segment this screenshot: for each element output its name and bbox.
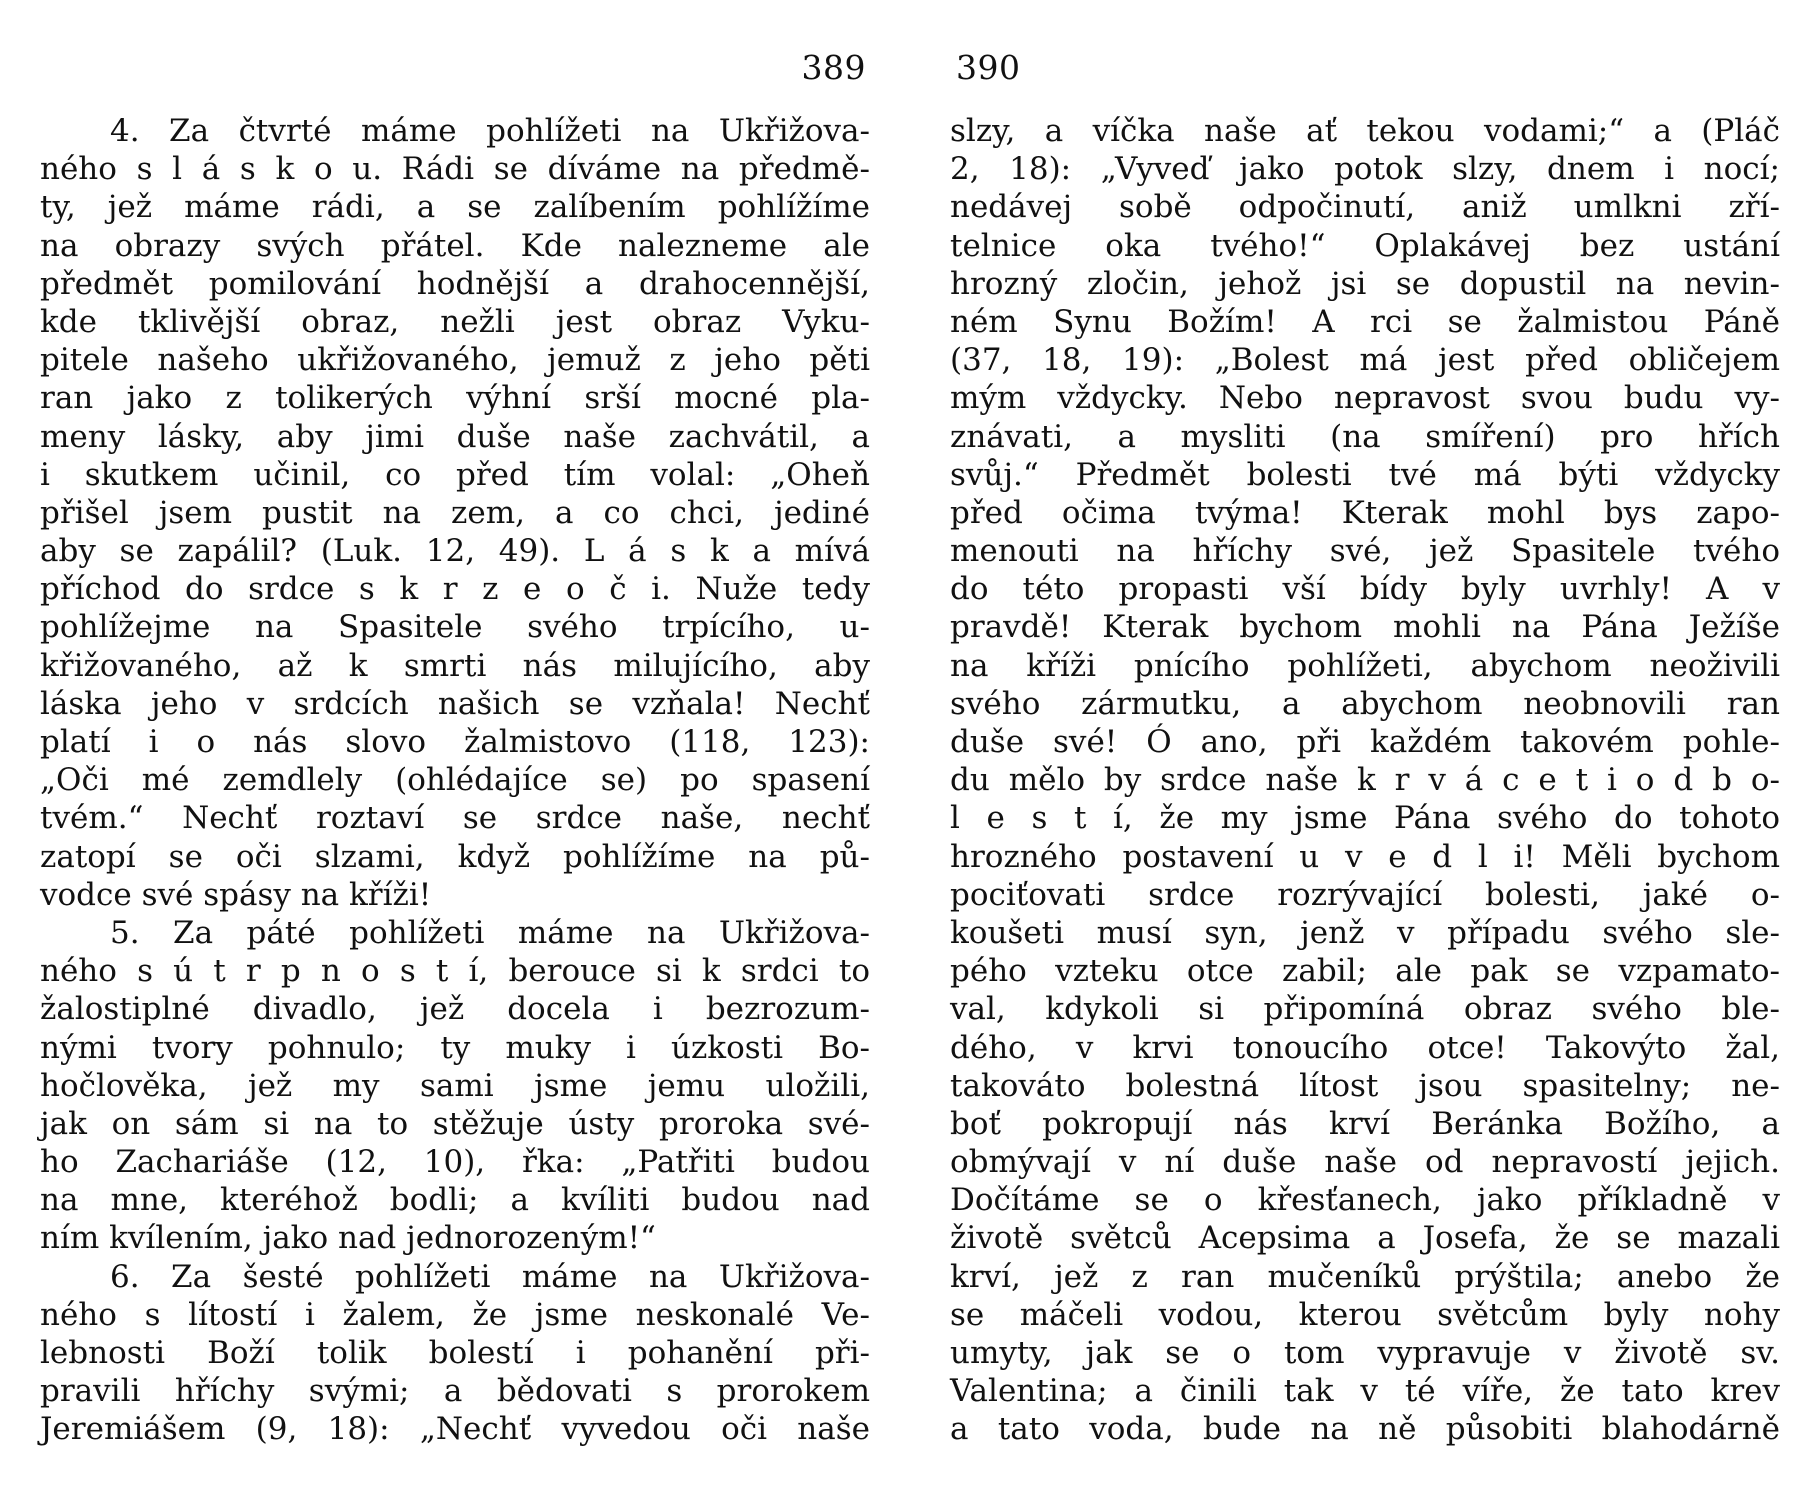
text-line: do této propasti vší bídy byly uvrhly! A v (950, 571, 1780, 608)
text-line: pohlížejme na Spasitele svého trpícího, u- (40, 609, 870, 646)
text-line: žalostiplné divadlo, jež docela i bezrozum- (40, 991, 870, 1028)
text-line: životě světců Acepsima a Josefa, že se mazali (950, 1220, 1780, 1257)
text-line: dého, v krvi tonoucího otce! Takovýto žal, (950, 1029, 1780, 1066)
text-line: krví, jež z ran mučeníků prýštila; anebo že (950, 1258, 1780, 1295)
text-line: ním kvílením, jako nad jednorozeným!“ (40, 1220, 656, 1257)
text-line: i skutkem učinil, co před tím volal: „Oheň (40, 456, 870, 493)
text-line: láska jeho v srdcích našich se vzňala! Nechť (40, 685, 870, 722)
text-line: na kříži pnícího pohlížeti, abychom neoživili (950, 647, 1780, 684)
text-line: obmývají v ní duše naše od nepravostí jejich. (950, 1144, 1780, 1181)
text-line: se máčeli vodou, kterou světcům byly nohy (950, 1296, 1780, 1333)
text-line: ném Synu Božím! A rci se žalmistou Páně (950, 303, 1780, 340)
text-line: lebnosti Boží tolik bolestí i pohanění při- (40, 1335, 870, 1371)
text-line: slzy, a víčka naše ať tekou vodami;“ a (Pláč (950, 113, 1780, 149)
text-line: pociťovati srdce rozrývající bolesti, jaké o- (950, 876, 1780, 913)
text-line: ran jako z tolikerých výhní srší mocné pla- (40, 380, 870, 417)
page-text (40, 112, 870, 1449)
text-line: ného s l á s k o u. Rádi se díváme na předmě- (40, 151, 870, 188)
text-line: 6. Za šesté pohlížeti máme na Ukřižova- (110, 1258, 870, 1295)
text-line: menouti na hříchy své, jež Spasitele tvého (950, 533, 1780, 570)
text-line: 2, 18): „Vyveď jako potok slzy, dnem i nocí; (950, 151, 1780, 188)
text-line: ného s ú t r p n o s t í, berouce si k srdci to (40, 953, 870, 990)
text-line: hrozný zločin, jehož jsi se dopustil na nevin- (950, 265, 1780, 302)
text-line: znávati, a mysliti (na smíření) pro hřích (950, 418, 1780, 455)
text-line: pravdě! Kterak bychom mohli na Pána Ježíše (950, 609, 1780, 646)
page-number: 390 (956, 48, 1021, 87)
text-line: pravili hříchy svými; a bědovati s prorokem (40, 1373, 870, 1410)
text-line: du mělo by srdce naše k r v á c e t i o d b o- (950, 762, 1780, 799)
text-line: koušeti musí syn, jenž v případu svého sle- (950, 914, 1780, 951)
text-line: před očima tvýma! Kterak mohl bys zapo- (950, 494, 1780, 531)
text-line: duše své! Ó ano, při každém takovém pohle- (950, 724, 1780, 760)
text-line: pitele našeho ukřižovaného, jemuž z jeho pěti (40, 342, 870, 379)
text-line: platí i o nás slovo žalmistovo (118, 123): (40, 724, 870, 760)
text-line: tvém.“ Nechť roztaví se srdce naše, nechť (40, 800, 870, 837)
text-line: Dočítáme se o křesťanech, jako příkladně v (950, 1182, 1780, 1219)
text-line: 5. Za páté pohlížeti máme na Ukřižova- (110, 914, 870, 951)
text-line: a tato voda, bude na ně působiti blahodárně (950, 1411, 1780, 1448)
text-line: „Oči mé zemdlely (ohlédajíce se) po spasení (40, 762, 870, 799)
text-line: jak on sám si na to stěžuje ústy proroka své- (40, 1105, 870, 1142)
text-line: val, kdykoli si připomíná obraz svého ble- (950, 991, 1780, 1028)
text-line: hrozného postavení u v e d l i! Měli bychom (950, 838, 1780, 875)
text-line: nými tvory pohnulo; ty muky i úzkosti Bo- (40, 1029, 870, 1066)
text-line: ného s lítostí i žalem, že jsme neskonalé Ve- (40, 1296, 870, 1333)
text-line: mým vždycky. Nebo nepravost svou budu vy- (950, 380, 1780, 417)
text-line: předmět pomilování hodnější a drahocennější, (40, 265, 870, 302)
text-line: kde tklivější obraz, nežli jest obraz Vyku- (40, 303, 870, 340)
text-line: Valentina; a činili tak v té víře, že tato krev (950, 1373, 1780, 1410)
text-line: pého vzteku otce zabil; ale pak se vzpamato- (950, 953, 1780, 990)
text-line: svůj.“ Předmět bolesti tvé má býti vždycky (950, 456, 1780, 493)
left-page (40, 40, 870, 1470)
text-line: meny lásky, aby jimi duše naše zachvátil, a (40, 418, 870, 455)
text-line: l e s t í, že my jsme Pána svého do tohoto (950, 800, 1780, 837)
text-line: příchod do srdce s k r z e o č i. Nuže tedy (40, 571, 870, 608)
text-line: ho Zachariáše (12, 10), řka: „Patřiti budou (40, 1144, 870, 1181)
page-number: 389 (801, 48, 866, 87)
text-line: aby se zapálil? (Luk. 12, 49). L á s k a mívá (40, 533, 870, 570)
text-line: zatopí se oči slzami, když pohlížíme na pů- (40, 838, 870, 875)
text-line: umyty, jak se o tom vypravuje v životě sv. (950, 1335, 1780, 1371)
text-line: boť pokropují nás krví Beránka Božího, a (950, 1105, 1780, 1142)
text-line: vodce své spásy na kříži! (40, 876, 432, 913)
text-line: křižovaného, až k smrti nás milujícího, aby (40, 647, 870, 684)
text-line: 4. Za čtvrté máme pohlížeti na Ukřižova- (110, 113, 870, 149)
text-line: telnice oka tvého!“ Oplakávej bez ustání (950, 227, 1780, 264)
text-line: (37, 18, 19): „Bolest má jest před obličejem (950, 342, 1780, 379)
text-line: na mne, kteréhož bodli; a kvíliti budou nad (40, 1182, 870, 1219)
text-line: hočlověka, jež my sami jsme jemu uložili, (40, 1067, 870, 1104)
text-line: na obrazy svých přátel. Kde nalezneme ale (40, 227, 870, 264)
text-line: ty, jež máme rádi, a se zalíbením pohlížíme (40, 189, 870, 226)
text-line: přišel jsem pustit na zem, a co chci, jediné (40, 494, 870, 531)
right-page (950, 40, 1780, 1470)
text-line: takováto bolestná lítost jsou spasitelny; ne- (950, 1067, 1780, 1104)
text-line: Jeremiášem (9, 18): „Nechť vyvedou oči naše (40, 1411, 870, 1448)
page-text (950, 112, 1780, 1449)
text-line: svého zármutku, a abychom neobnovili ran (950, 685, 1780, 722)
text-line: nedávej sobě odpočinutí, aniž umlkni zří- (950, 189, 1780, 226)
